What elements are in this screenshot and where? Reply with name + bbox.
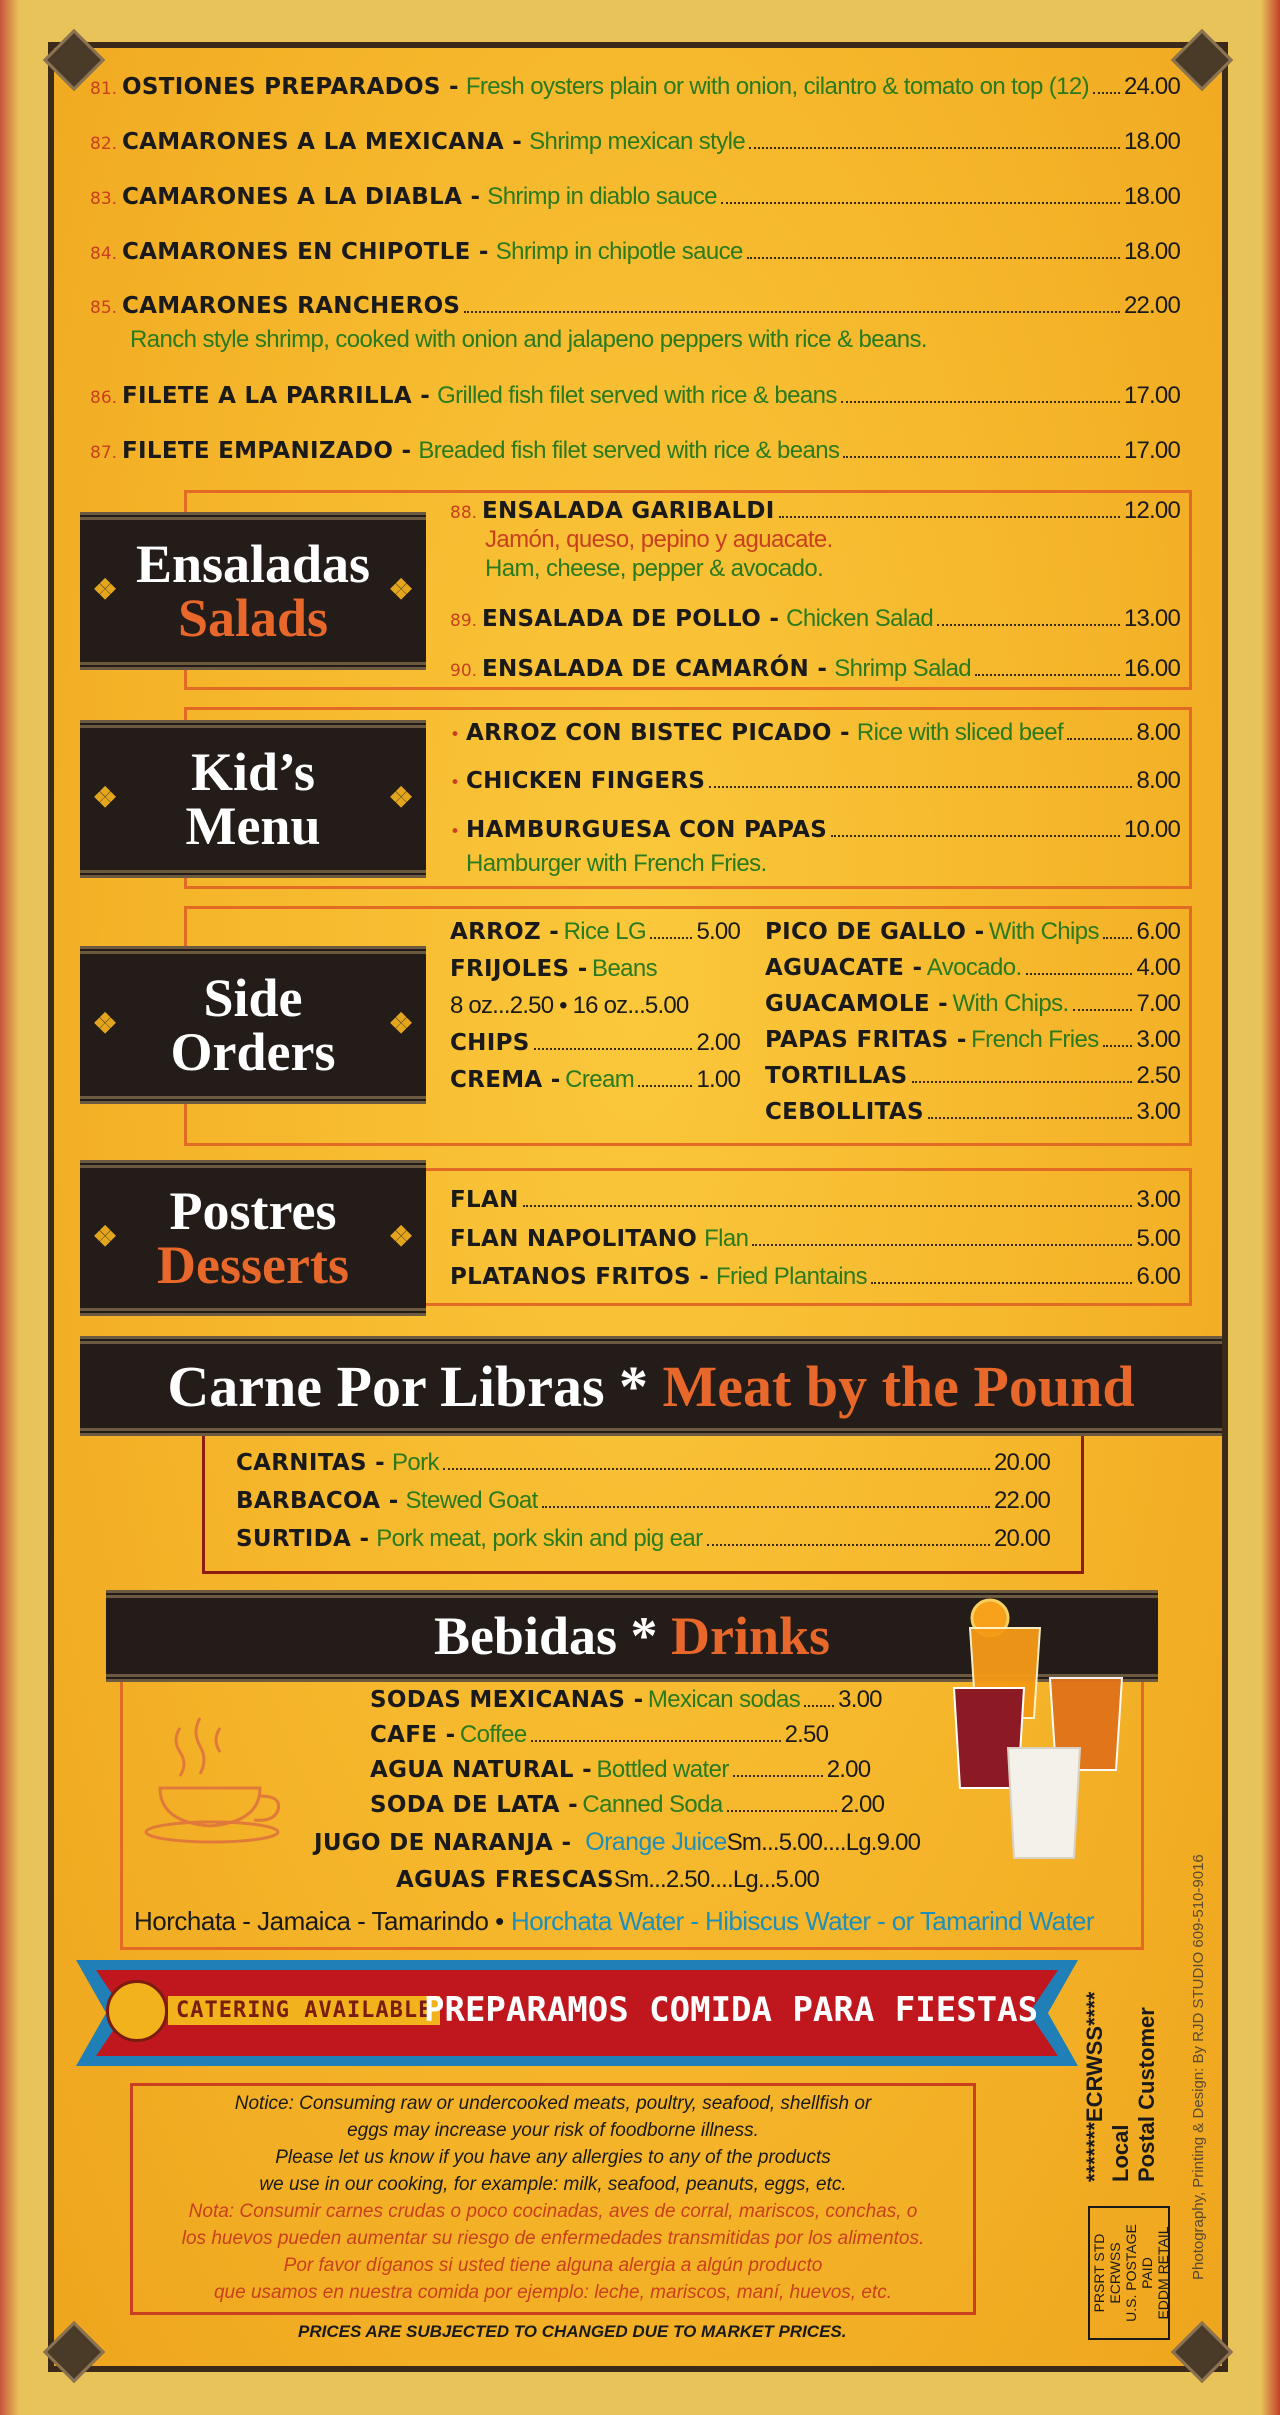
menu-item [450, 497, 1180, 525]
leader-dots [1103, 1045, 1133, 1047]
section-title-en: Desserts [157, 1235, 349, 1295]
menu-item [314, 1828, 920, 1857]
item-number: 81. [90, 79, 118, 99]
section-title-en: Drinks [671, 1606, 831, 1666]
item-price: 17.00 [1123, 437, 1180, 464]
item-name: FILETE A LA PARRILLA - [122, 383, 431, 409]
leader-dots [464, 311, 1120, 313]
item-desc: Mexican sodas [647, 1686, 801, 1713]
leader-dots [531, 1740, 781, 1742]
item-number: 83. [90, 189, 118, 209]
item-price: Sm...2.50....Lg...5.00 [613, 1866, 820, 1893]
item-name: PAPAS FRITAS - [765, 1027, 967, 1053]
item-name: CAMARONES RANCHEROS [122, 293, 461, 319]
item-price: 1.00 [696, 1066, 740, 1093]
item-name: PICO DE GALLO - [765, 919, 985, 945]
leader-dots [709, 786, 1132, 788]
leader-dots [638, 1085, 692, 1087]
leader-dots [1026, 973, 1133, 975]
item-name: FLAN [450, 1187, 519, 1213]
leader-dots [841, 401, 1120, 403]
item-name: JUGO DE NARANJA - [314, 1830, 572, 1856]
notice-line-en: we use in our cooking, for example: milk, seafood, peanuts, eggs, etc. [259, 2174, 847, 2195]
item-desc: Canned Soda [582, 1791, 723, 1818]
section-title-es: Postres [169, 1181, 337, 1241]
leader-dots [1103, 937, 1133, 939]
item-desc: Rice LG [563, 918, 647, 945]
item-desc: Stewed Goat [405, 1487, 538, 1514]
menu-item [90, 237, 1180, 266]
leader-dots [721, 202, 1120, 204]
item-number: 84. [90, 244, 118, 264]
leader-dots [747, 257, 1120, 259]
item-name: SODAS MEXICANAS - [370, 1687, 644, 1713]
menu-item [370, 1791, 890, 1826]
item-price: 8.00 [1136, 767, 1180, 794]
sides-right-column [765, 918, 1180, 1134]
item-price: 10.00 [1123, 816, 1180, 843]
ornament-icon: ❖ [388, 783, 414, 814]
item-name: AGUACATE - [765, 955, 923, 981]
item-name: FRIJOLES - [450, 956, 588, 982]
notice-line-es: Por favor díganos si usted tiene alguna alergia a algún producto [283, 2255, 823, 2276]
item-desc: Beans [592, 955, 658, 982]
item-desc: Fried Plantains [716, 1263, 868, 1290]
leader-dots [733, 1775, 823, 1777]
menu-item [236, 1486, 1050, 1515]
menu-item [450, 1029, 740, 1066]
item-price: Sm...5.00....Lg.9.00 [726, 1829, 921, 1856]
notice-line-en: eggs may increase your risk of foodborne illness. [347, 2120, 759, 2141]
menu-item [765, 918, 1180, 954]
item-name: CREMA - [450, 1067, 561, 1093]
drinks-list [370, 1686, 890, 1826]
menu-item [90, 381, 1180, 410]
menu-item [90, 436, 1180, 465]
menu-item [450, 918, 740, 955]
item-name: PLATANOS FRITOS - [450, 1264, 710, 1290]
mailing-block [1082, 1992, 1160, 2182]
item-price: 5.00 [696, 918, 740, 945]
leader-dots [650, 937, 692, 939]
item-desc: Breaded fish filet served with rice & beans [418, 437, 840, 464]
item-price: 3.00 [1136, 1026, 1180, 1053]
item-name: GUACAMOLE - [765, 991, 948, 1017]
leader-dots [443, 1468, 990, 1470]
item-price: 5.00 [1136, 1225, 1180, 1252]
item-price: 18.00 [1123, 238, 1180, 265]
notice-line-es: que usamos en nuestra comida por ejemplo: leche, mariscos, maní, huevos, etc. [213, 2282, 892, 2303]
menu-item [370, 1721, 890, 1756]
section-title-line2: Menu [185, 796, 321, 856]
ornament-icon: ❖ [92, 1222, 118, 1253]
meat-banner [80, 1336, 1222, 1436]
menu-item [236, 1524, 1050, 1553]
item-name: ENSALADA GARIBALDI [482, 498, 775, 524]
item-subtext-es: Jamón, queso, pepino y aguacate. [485, 526, 833, 553]
item-name: CARNITAS - [236, 1450, 386, 1476]
ornament-icon: ❖ [388, 1009, 414, 1040]
section-title-line1: Kid’s [190, 742, 316, 802]
item-name: HAMBURGUESA CON PAPAS [466, 817, 828, 843]
item-price: 20.00 [993, 1525, 1050, 1552]
postage-stamp [1088, 2206, 1170, 2340]
stamp-line: PRSRT STD [1091, 2233, 1107, 2313]
item-desc: Flan [704, 1225, 749, 1252]
item-subtext-en: Ham, cheese, pepper & avocado. [485, 555, 824, 582]
leader-dots [707, 1544, 990, 1546]
kids-label [80, 720, 426, 878]
menu-item [450, 1262, 1180, 1291]
item-name: CAFE - [370, 1722, 456, 1748]
item-price: 24.00 [1123, 73, 1180, 100]
item-number: 87. [90, 443, 118, 463]
item-desc: Shrimp in chipotle sauce [495, 238, 743, 265]
ornament-icon: ❖ [92, 1009, 118, 1040]
item-name: ENSALADA DE POLLO - [482, 606, 780, 632]
notice-line-en: Notice: Consuming raw or undercooked meats, poultry, seafood, shellfish or [234, 2093, 872, 2114]
leader-dots [752, 1244, 1132, 1246]
item-name: ARROZ - [450, 919, 560, 945]
bullet-icon: • [450, 822, 461, 842]
item-price: 2.50 [784, 1721, 829, 1748]
item-desc: Cream [565, 1066, 635, 1093]
item-desc: Shrimp Salad [834, 655, 972, 682]
item-name: ENSALADA DE CAMARÓN - [482, 656, 828, 682]
leader-dots [523, 1205, 1133, 1207]
item-name: FILETE EMPANIZADO - [122, 438, 412, 464]
flavors-es: Horchata - Jamaica - Tamarindo • [134, 1906, 504, 1936]
bullet-icon: • [450, 773, 461, 793]
item-desc: Chicken Salad [786, 605, 934, 632]
item-desc: 8 oz...2.50 • 16 oz...5.00 [450, 992, 689, 1019]
mailing-local: Local [1108, 2124, 1133, 2182]
section-title-line1: Side [203, 968, 303, 1028]
menu-item [450, 816, 1180, 844]
item-desc: Fresh oysters plain or with onion, cilantro & tomato on top (12) [465, 73, 1090, 100]
item-price: 2.00 [696, 1029, 740, 1056]
item-desc: Pork meat, pork skin and pig ear [376, 1525, 703, 1552]
item-desc: Bottled water [596, 1756, 729, 1783]
menu-item [765, 954, 1180, 990]
stamp-line: U.S. POSTAGE [1123, 2224, 1139, 2322]
menu-item [450, 1186, 1180, 1214]
leader-dots [975, 674, 1120, 676]
menu-item [765, 990, 1180, 1026]
leader-dots [727, 1810, 837, 1812]
ornament-icon: ❖ [388, 1222, 414, 1253]
mailing-postal: Postal Customer [1134, 2007, 1159, 2182]
agua-flavors [134, 1906, 1094, 1937]
item-number: 82. [90, 134, 118, 154]
item-name: OSTIONES PREPARADOS - [122, 74, 459, 100]
item-name: AGUA NATURAL - [370, 1757, 593, 1783]
leader-dots [871, 1282, 1132, 1284]
menu-item [450, 604, 1180, 633]
item-number: 90. [450, 661, 478, 681]
item-price: 6.00 [1136, 1263, 1180, 1290]
item-desc: With Chips. [952, 990, 1069, 1017]
item-price: 16.00 [1123, 655, 1180, 682]
item-price: 8.00 [1136, 719, 1180, 746]
flavors-en: Horchata Water - Hibiscus Water - or Tamarind Water [511, 1906, 1094, 1936]
leader-dots [1073, 1009, 1133, 1011]
item-price: 2.00 [826, 1756, 871, 1783]
item-subtext: Hamburger with French Fries. [466, 850, 767, 877]
item-name: ARROZ CON BISTEC PICADO - [466, 720, 850, 746]
section-title-es: Ensaladas [135, 534, 371, 594]
item-subtext: Ranch style shrimp, cooked with onion and jalapeno peppers with rice & beans. [130, 326, 927, 353]
section-title-line2: Orders [170, 1022, 336, 1082]
leader-dots [1067, 738, 1132, 740]
leader-dots [749, 147, 1120, 149]
menu-item [90, 182, 1180, 211]
item-price: 17.00 [1123, 382, 1180, 409]
item-name: CAMARONES EN CHIPOTLE - [122, 239, 489, 265]
item-desc: Coffee [459, 1721, 527, 1748]
item-price: 3.00 [1136, 1186, 1180, 1213]
menu-item-sizes [450, 992, 740, 1029]
leader-dots [831, 835, 1120, 837]
item-price: 20.00 [993, 1449, 1050, 1476]
ecrwss-text: *******ECRWSS**** [1082, 1991, 1107, 2182]
menu-item [450, 1066, 740, 1103]
menu-item [370, 1756, 890, 1791]
menu-item [450, 1224, 1180, 1253]
price-disclaimer: PRICES ARE SUBJECTED TO CHANGED DUE TO MARKET PRICES. [298, 2322, 847, 2341]
ornament-icon: ❖ [92, 783, 118, 814]
menu-item [450, 654, 1180, 683]
ornament-icon: ❖ [92, 575, 118, 606]
item-price: 6.00 [1136, 918, 1180, 945]
design-credit: Photography, Printing & Design: By RJD STUDIO 609-510-9016 [1190, 1854, 1207, 2280]
item-desc: Rice with sliced beef [856, 719, 1064, 746]
menu-item [90, 127, 1180, 156]
menu-item [765, 1098, 1180, 1134]
item-desc: With Chips [988, 918, 1099, 945]
item-name: AGUAS FRESCAS [396, 1867, 614, 1893]
item-number: 89. [450, 611, 478, 631]
item-name: CHIPS [450, 1030, 530, 1056]
leader-dots [542, 1506, 990, 1508]
stamp-line: EDDM RETAIL [1155, 2226, 1171, 2320]
bullet-icon: • [450, 725, 461, 745]
catering-text: PREPARAMOS COMIDA PARA FIESTAS [424, 1990, 1039, 2030]
salads-label [80, 512, 426, 670]
catering-seal-icon [106, 1980, 168, 2042]
menu-item [765, 1026, 1180, 1062]
section-title-es: Carne Por Libras * [167, 1353, 649, 1419]
stamp-line: PAID [1139, 2257, 1155, 2289]
item-name: FLAN NAPOLITANO [450, 1226, 698, 1252]
section-title-en: Salads [177, 588, 329, 648]
sides-left-column [450, 918, 740, 1103]
item-desc: Shrimp in diablo sauce [487, 183, 717, 210]
item-desc: Grilled fish filet served with rice & beans [437, 382, 837, 409]
item-name: TORTILLAS [765, 1063, 908, 1089]
desserts-label [80, 1160, 426, 1316]
leader-dots [928, 1117, 1133, 1119]
item-price: 18.00 [1123, 183, 1180, 210]
leader-dots [912, 1081, 1133, 1083]
item-price: 2.50 [1136, 1062, 1180, 1089]
item-price: 3.00 [838, 1686, 882, 1713]
item-name: SODA DE LATA - [370, 1792, 578, 1818]
item-desc: French Fries [971, 1026, 1099, 1053]
item-name: SURTIDA - [236, 1526, 370, 1552]
menu-item [90, 292, 1180, 320]
item-price: 22.00 [993, 1487, 1050, 1514]
section-title-es: Bebidas * [433, 1606, 658, 1666]
item-name: CAMARONES A LA MEXICANA - [122, 129, 523, 155]
menu-item [236, 1448, 1050, 1477]
menu-item [396, 1866, 819, 1894]
leader-dots [843, 456, 1120, 458]
drinks-illustration [940, 1598, 1140, 1878]
menu-item [450, 767, 1180, 795]
item-name: BARBACOA - [236, 1488, 399, 1514]
item-price: 3.00 [1136, 1098, 1180, 1125]
item-desc: Shrimp mexican style [529, 128, 746, 155]
leader-dots [1093, 92, 1120, 94]
item-price: 7.00 [1136, 990, 1180, 1017]
item-number: 86. [90, 388, 118, 408]
notice-line-en: Please let us know if you have any allergies to any of the products [275, 2147, 831, 2168]
stamp-line: ECRWSS [1107, 2242, 1123, 2304]
item-number: 85. [90, 298, 118, 318]
item-name: CHICKEN FINGERS [466, 768, 706, 794]
allergy-notice [130, 2083, 976, 2315]
item-desc: Orange Juice [585, 1828, 727, 1856]
menu-item [90, 72, 1180, 101]
menu-item [450, 718, 1180, 747]
item-name: CAMARONES A LA DIABLA - [122, 184, 481, 210]
menu-item [765, 1062, 1180, 1098]
leader-dots [779, 516, 1120, 518]
item-desc: Avocado. [926, 954, 1022, 981]
item-price: 12.00 [1123, 497, 1180, 524]
item-price: 2.00 [840, 1791, 885, 1818]
sides-label [80, 946, 426, 1104]
notice-line-es: los huevos pueden aumentar su riesgo de enfermedades transmitidas por los alimentos. [181, 2228, 925, 2249]
menu-item [370, 1686, 890, 1721]
item-price: 13.00 [1123, 605, 1180, 632]
section-title-en: Meat by the Pound [662, 1353, 1135, 1419]
notice-line-es: Nota: Consumir carnes crudas o poco cocinadas, aves de corral, mariscos, conchas, o [188, 2201, 918, 2222]
coffee-cup-icon [140, 1708, 290, 1848]
leader-dots [937, 624, 1120, 626]
leader-dots [804, 1705, 834, 1707]
leader-dots [534, 1048, 693, 1050]
item-price: 18.00 [1123, 128, 1180, 155]
ornament-icon: ❖ [388, 575, 414, 606]
item-desc: Pork [391, 1449, 439, 1476]
item-name: CEBOLLITAS [765, 1099, 924, 1125]
item-price: 4.00 [1136, 954, 1180, 981]
menu-item [450, 955, 740, 992]
item-number: 88. [450, 503, 478, 523]
catering-badge: CATERING AVAILABLE [168, 1996, 440, 2025]
item-price: 22.00 [1123, 292, 1180, 319]
